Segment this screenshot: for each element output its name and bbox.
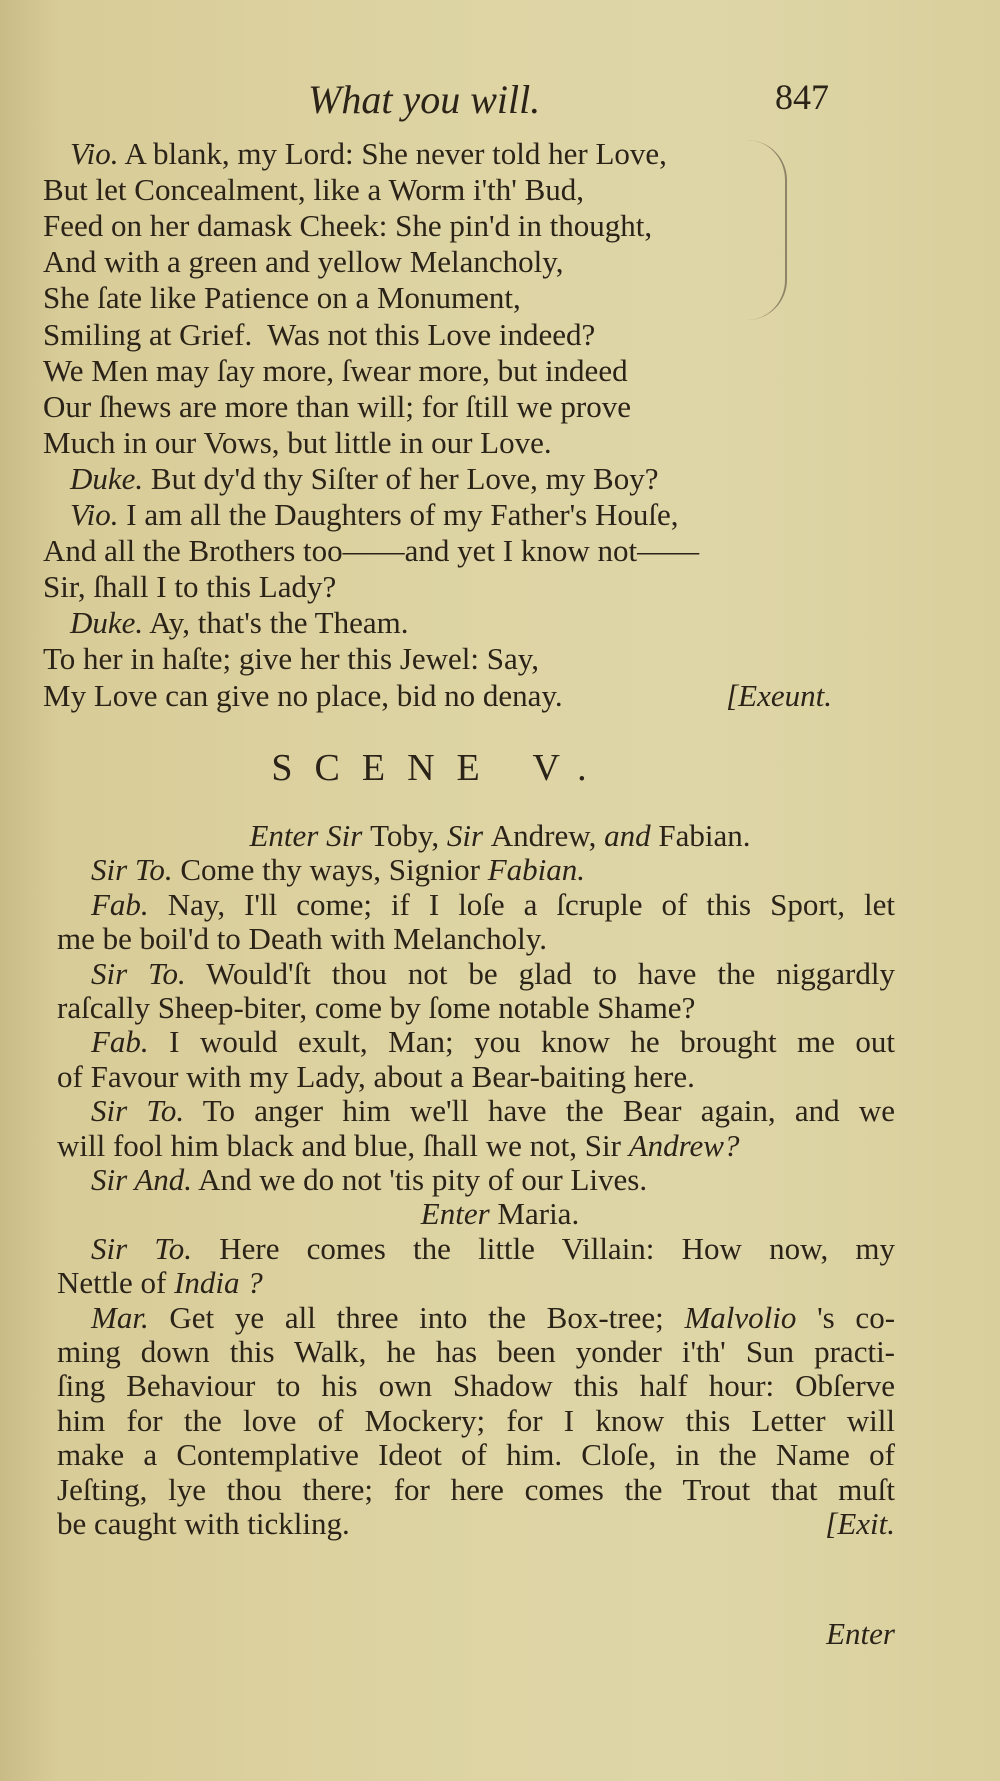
text-line — [91, 852, 895, 888]
line-text: ming down this Walk, he has been yonder i'th' Sun practi- — [57, 1334, 895, 1369]
speaker-name: Sir To. — [91, 1093, 185, 1129]
line-text: Smiling at Grief. Was not this Love indeed? — [43, 316, 596, 352]
text-line — [91, 956, 895, 992]
line-text: Would'ſt thou not be glad to have the niggardly — [206, 955, 895, 991]
line-text: Our ſhews are more than will; for ſtill we prove — [43, 388, 631, 424]
line-text: Much in our Vows, but little in our Love. — [43, 424, 552, 460]
text-line — [57, 1265, 895, 1301]
text-line — [57, 1403, 895, 1439]
scene-heading — [0, 746, 880, 790]
text-line — [70, 497, 832, 533]
line-text: I would exult, Man; you know he brought me out — [169, 1024, 896, 1060]
text-line — [57, 990, 895, 1026]
line-text: But let Concealment, like a Worm i'th' Bud, — [43, 172, 585, 208]
exit-direction: [Exit. — [825, 1506, 895, 1541]
text-line — [43, 569, 832, 605]
line-text: A blank, my Lord: She never told her Love, — [118, 136, 667, 171]
stage-direction — [0, 818, 1000, 854]
speaker-name: Sir To. — [91, 852, 173, 888]
line-text: Ay, that's the Theam. — [143, 605, 409, 641]
line-text: of Favour with my Lady, about a Bear-baiting here. — [57, 1058, 695, 1094]
italic-text: Andrew? — [628, 1127, 740, 1163]
text-line — [70, 461, 832, 497]
line-text: Fabian. — [658, 818, 751, 853]
text-line — [43, 678, 832, 714]
stage-direction — [0, 1616, 895, 1652]
line-text: My Love can give no place, bid no denay. — [43, 677, 563, 713]
italic-text: Enter — [826, 1616, 895, 1651]
speaker-name: Vio. — [70, 497, 119, 532]
text-line — [57, 1437, 895, 1473]
line-text: Toby, — [370, 818, 447, 853]
line-text: And all the Brothers too——and yet I know not—— — [43, 533, 700, 569]
line-text: Maria. — [497, 1196, 580, 1232]
line-text: make a Contemplative Ideot of him. Cloſe, in the Name of — [57, 1437, 895, 1473]
line-text: Sir, ſhall I to this Lady? — [43, 569, 337, 605]
text-line — [57, 1128, 895, 1164]
line-text: will fool him black and blue, ſhall we not, Sir — [57, 1127, 629, 1163]
text-line — [57, 1368, 895, 1404]
text-line — [91, 1231, 895, 1267]
speaker-name: Sir To. — [91, 955, 186, 991]
text-line — [57, 921, 895, 957]
speaker-name: Fab. — [91, 886, 149, 922]
line-text: To anger him we'll have the Bear again, and we — [202, 1093, 895, 1129]
speaker-name: Duke. — [70, 460, 144, 496]
line-text: Nettle of — [57, 1265, 175, 1301]
line-text: be caught with tickling. — [57, 1506, 350, 1541]
line-text: Andrew, — [490, 818, 605, 853]
line-text: Jeſting, lye thou there; for here comes the Trout that muſt — [57, 1471, 895, 1507]
text-line — [43, 533, 832, 569]
text-line — [91, 1162, 895, 1198]
line-text: SCENE V. — [271, 747, 609, 789]
line-text: Feed on her damask Cheek: She pin'd in thought, — [43, 208, 653, 244]
stage-direction — [0, 1196, 1000, 1232]
italic-text: Enter — [420, 1196, 498, 1232]
text-line — [70, 605, 832, 641]
italic-text: and — [604, 818, 659, 853]
running-title: What you will. — [308, 77, 541, 122]
text-line — [91, 1093, 895, 1129]
line-text: But dy'd thy Siſter of her Love, my Boy? — [143, 460, 659, 496]
italic-text: India ? — [174, 1265, 263, 1301]
speaker-name: Mar. — [91, 1299, 149, 1335]
italic-text: Sir — [446, 818, 491, 853]
text-line — [57, 1059, 895, 1095]
text-line — [70, 136, 832, 172]
text-line — [43, 353, 832, 389]
text-line — [43, 172, 832, 208]
italic-text: Enter Sir — [249, 818, 371, 853]
text-line — [43, 208, 832, 244]
speaker-name: Sir And. — [91, 1162, 193, 1197]
text-line — [43, 425, 832, 461]
text-line — [57, 1334, 895, 1370]
line-text: raſcally Sheep-biter, come by ſome notable Shame? — [57, 990, 696, 1025]
text-line — [43, 641, 832, 677]
speaker-name: Vio. — [70, 136, 119, 171]
text-line — [91, 887, 895, 923]
speaker-name: Sir To. — [91, 1230, 193, 1266]
text-line — [43, 389, 832, 425]
exit-direction: [Exeunt. — [726, 677, 832, 713]
text-line — [91, 1300, 895, 1336]
line-text: Get ye all three into the Box-tree; — [169, 1299, 685, 1335]
line-text: I am all the Daughters of my Father's Houſe, — [118, 497, 679, 532]
italic-text: Fabian. — [487, 852, 586, 888]
line-text: We Men may ſay more, ſwear more, but indeed — [43, 352, 628, 388]
text-line — [57, 1472, 895, 1508]
line-text: She ſate like Patience on a Monument, — [43, 280, 521, 316]
text-line — [91, 1024, 895, 1060]
line-text: Here comes the little Villain: How now, my — [219, 1230, 896, 1266]
line-text: And with a green and yellow Melancholy, — [43, 244, 564, 280]
text-line — [57, 1506, 895, 1542]
line-text: ſing Behaviour to his own Shadow this half hour: Obſerve — [57, 1368, 895, 1404]
text-line — [43, 244, 832, 280]
line-text: Come thy ways, Signior — [172, 852, 488, 888]
speaker-name: Fab. — [91, 1024, 149, 1060]
line-text: him for the love of Mockery; for I know this Letter will — [57, 1402, 895, 1438]
line-text: To her in haſte; give her this Jewel: Say, — [43, 641, 539, 677]
italic-text: Malvolio — [684, 1299, 797, 1335]
page-number: 847 — [775, 77, 829, 117]
text-line — [43, 280, 832, 316]
line-text: Nay, I'll come; if I loſe a ſcruple of this Sport, let — [167, 886, 896, 922]
line-text: And we do not 'tis pity of our Lives. — [192, 1162, 648, 1197]
line-text: me be boil'd to Death with Melancholy. — [57, 921, 547, 957]
line-text: 's co- — [817, 1299, 896, 1335]
text-line — [43, 317, 832, 353]
speaker-name: Duke. — [70, 605, 144, 641]
